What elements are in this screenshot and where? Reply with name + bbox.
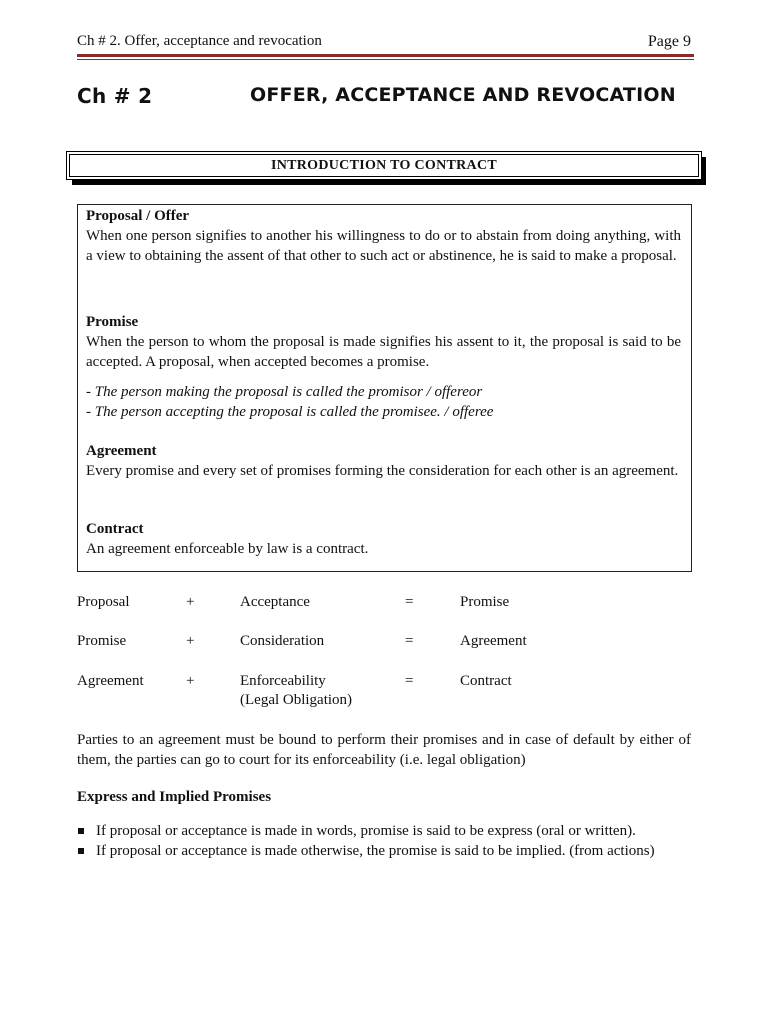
plus-sign: + (186, 594, 195, 610)
header-rule-thick (77, 54, 694, 57)
definitions-box (77, 204, 692, 572)
chapter-title: OFFER, ACCEPTANCE AND REVOCATION (250, 84, 676, 106)
equals-sign: = (405, 673, 414, 689)
definition-heading: Agreement (86, 443, 157, 459)
definition-heading: Contract (86, 521, 144, 537)
definition-text: When the person to whom the proposal is made signifies his assent to it, the proposal is said to be accepted. A proposal, when accepted becomes a promise. (86, 334, 681, 370)
equation-result: Contract (460, 673, 512, 689)
promise-note: - The person accepting the proposal is called the promisee. / offeree (86, 404, 494, 420)
equals-sign: = (405, 633, 414, 649)
promise-note: - The person making the proposal is called the promisor / offereor (86, 384, 483, 400)
parties-paragraph: Parties to an agreement must be bound to perform their promises and in case of default by either of them, the parties can go to court for its enforceability (i.e. legal obligation) (77, 732, 691, 768)
list-item-text: If proposal or acceptance is made in words, promise is said to be express (oral or written). (96, 823, 636, 839)
definition-heading: Proposal / Offer (86, 208, 190, 224)
definition-heading: Promise (86, 314, 139, 330)
list-item-text: If proposal or acceptance is made otherwise, the promise is said to be implied. (from actions) (96, 843, 655, 859)
page-number: Page 9 (647, 33, 691, 50)
definition-text: When one person signifies to another his willingness to do or to abstain from doing anything, with a view to obtaining the assent of that other to such act or abstinence, he is said to make a proposal. (86, 228, 681, 264)
running-title: Ch # 2. Offer, acceptance and revocation (77, 33, 322, 49)
equals-sign: = (405, 594, 414, 610)
equation-term-note: (Legal Obligation) (240, 692, 353, 708)
definition-agreement (86, 441, 681, 481)
section-banner-title: INTRODUCTION TO CONTRACT (69, 154, 699, 177)
express-implied-list (77, 821, 707, 861)
chapter-number: Ch # 2 (77, 84, 153, 108)
equation-result: Promise (460, 594, 510, 610)
equation-term: Consideration (240, 633, 325, 649)
plus-sign: + (186, 633, 195, 649)
plus-sign: + (186, 673, 195, 689)
equation-result: Agreement (460, 633, 527, 649)
definition-contract (86, 519, 681, 559)
equation-term: Enforceability (240, 673, 326, 689)
equation-term: Agreement (77, 673, 144, 689)
list-item (77, 841, 707, 861)
running-header (77, 33, 691, 53)
definition-promise (86, 312, 681, 422)
express-implied-heading: Express and Implied Promises (77, 789, 272, 805)
equation-term: Proposal (77, 594, 130, 610)
header-rule-thin (77, 59, 694, 60)
section-banner (66, 151, 702, 180)
square-bullet-icon (78, 828, 84, 834)
equation-term: Promise (77, 633, 127, 649)
definition-text: An agreement enforceable by law is a contract. (86, 541, 369, 557)
definition-text: Every promise and every set of promises forming the consideration for each other is an agreement. (86, 463, 679, 479)
square-bullet-icon (78, 848, 84, 854)
definition-proposal (86, 206, 681, 266)
equation-term: Acceptance (240, 594, 310, 610)
list-item (77, 821, 707, 841)
